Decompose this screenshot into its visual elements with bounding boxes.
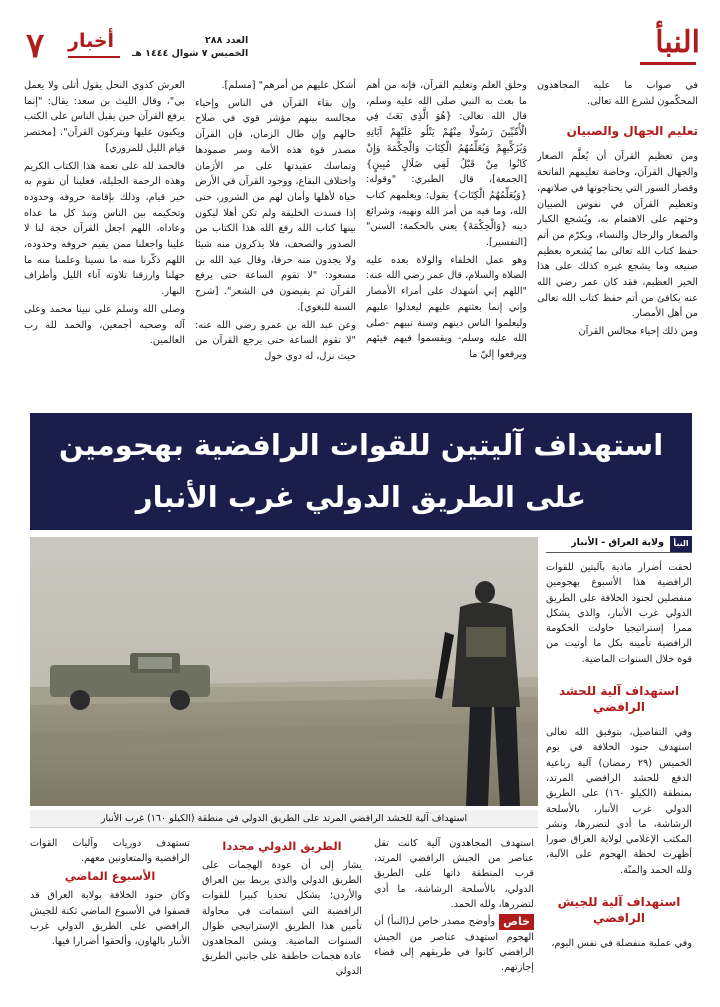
photo-illustration [30, 537, 538, 806]
paragraph: استهدف المجاهدون آلية كانت تقل عناصر من الجيش الرافضي المرتد، قرب المنطقة ذاتها على الطريق الدولي، بالأسلحة الرشاشة، ما أدى لتضررها، ولله الحمد. [374, 838, 534, 910]
paragraph: العرش كدوي النحل يقول أتلى ولا يعمل بي"، وقال الليث بن سعد: يقال: "إنما يرفع القرآن حين يقبل الناس على الكتب ويكبون عليها ويتركون القرآن". [مختصر قيام الليل للمروزي] [24, 80, 185, 154]
top-article [24, 78, 698, 408]
paragraph: في صواب ما عليه المجاهدون المحكّمون لشرع الله تعالى. [537, 80, 698, 107]
byline [546, 536, 692, 553]
bottom-column-2 [202, 836, 362, 994]
top-column-1 [537, 78, 698, 408]
logo-underline [640, 62, 696, 65]
paragraph: ومن ذلك إحياء مجالس القرآن [578, 326, 698, 338]
section-title: أخبار [68, 30, 115, 52]
headline-banner [30, 413, 692, 530]
article-photo [30, 537, 538, 806]
headline-line-2: على الطريق الدولي غرب الأنبار [135, 480, 587, 514]
paragraph: وعن عبد الله بن عمرو رضي الله عنه: "لا تقوم الساعة حتى يرجع القرآن من حيث نزل، له دوي حول [195, 319, 356, 362]
subheading: الطريق الدولي مجددا [222, 839, 342, 853]
paragraph: تستهدف دوريات وآليات القوات الرافضية والمتعاونين معهم. [30, 838, 190, 865]
news-bottom-columns [30, 836, 534, 994]
paragraph: يشار إلى أن عودة الهجمات على الطريق الدولي والذي يربط بين العراق والأردن؛ يشكل تحديا كبيرا للقوات الرافضية التي استماتت في محاولة تأمين هذا الطريق الإستراتيجي طوال السنوات الماضية. ويشن المجاهدون عادة هجمات خاطفة على جانبي الطريق الدولي [202, 860, 362, 978]
paragraph: أشكل عليهم من أمرهم" [مسلم]. [221, 80, 356, 91]
paragraph: وصلى الله وسلم على نبينا محمد وعلى آله وصحبه أجمعين، والحمد لله رب العالمين. [24, 303, 185, 347]
issue-info [132, 34, 248, 60]
paragraph: وفي عملية منفصلة في نفس اليوم، [551, 938, 692, 950]
top-column-3 [195, 78, 356, 408]
paragraph: وإن بقاء القرآن في الناس وإحياء مجالسه بينهم مؤشر قوي في صلاح حالهم وإن طال الزمان، فإن القرآن مصدر قوة هذه الأمة وسر صمودها وتماسك عقيدتها على مر الأزمان واختلاف البقاع، ووجود القرآن في الأرض حياة لأهلها وأمان لهم من الشرور، حتى إذا فسدت الخليقة ولم تكن أهلا ليكون بينها كتاب الله رفع الله هذا الكتاب من الصدور والصحف، فلا يذكرون منه شيئا ولا يجدون منه حرفا، وقال عبد الله بن مسعود: "لا تقوم الساعة حتى يرفع القرآن ثم يفيضون في الشعر". [شرح السنة للبغوي]. [195, 97, 356, 313]
paragraph-text: وأوضح مصدر خاص لـ(النبأ) أن الهجوم استهدف عناصر من الجيش الرافضي كانوا في طريقهم إلى قضاء إجازتهم. [374, 916, 534, 974]
publication-logo: النبأ [655, 25, 700, 60]
paragraph [374, 914, 534, 976]
bottom-column-3 [30, 836, 190, 994]
top-column-2 [366, 78, 527, 408]
subheading: استهداف آلية للحشد الرافضي [558, 684, 680, 715]
section-underline [68, 56, 120, 58]
issue-date: الخميس ٧ شوال ١٤٤٤ هـ [132, 48, 249, 59]
bottom-column-1 [374, 836, 534, 994]
byline-text: ولاية العراق - الأنبار [571, 537, 664, 548]
paragraph: وفي التفاصيل، بتوفيق الله تعالى استهدف جنود الخلافة في يوم الخميس (٢٩ رمضان) آلية رباعية الدفع للحشد الرافضي المرتد، بمنطقة (الكيلو ١٦٠) على الطريق الدولي غرب الأنبار، بالأسلحة الرشاشة، ما أدى لتضررها، ونشر المكتب الإعلامي لولاية العراق صورا أظهرت لحظة الهجوم على الآلية، ولله الحمد والمنّة. [546, 727, 692, 876]
headline-line-1: استهداف آليتين للقوات الرافضية بهجومين [58, 428, 664, 462]
page-number: ٧ [26, 26, 45, 66]
page-header [20, 26, 700, 66]
paragraph: وكان جنود الخلافة بولاية العراق قد قصفوا في الأسبوع الماضي ثكنة للجيش الرافضي على الطريق الدولي غرب الأنبار بالهاون، وألحقوا أضرارا فيها. [30, 890, 190, 948]
issue-number: العدد ٢٨٨ [204, 35, 249, 46]
paragraph: وحلق العلم وتعليم القرآن، فإنه من أهم ما بعث به النبي صلى الله عليه وسلم، قال الله تعالى: {هُوَ الَّذِي بَعَثَ فِي الْأُمِّيِّينَ رَسُولًا مِنْهُمْ يَتْلُو عَلَيْهِمْ آيَاتِهِ وَيُزَكِّيهِمْ وَيُعَلِّمُهُمُ الْكِتَابَ وَالْحِكْمَةَ وَإِنْ كَانُوا مِنْ قَبْلُ لَفِي ضَلَالٍ مُبِينٍ} [الجمعة]، قال الطبري: "وقوله:{وَيُعَلِّمُهُمُ الْكِتَابَ} يقول: ويعلمهم كتاب الله، وما فيه من أمر الله ونهيه، وشرائع دينه {وَالْحِكْمَةَ} يعني بالحكمة: السنن" [التفسير]. [366, 80, 527, 249]
top-column-4 [24, 78, 185, 408]
paragraph: فالحمد لله على نعمة هذا الكتاب الكريم وهذه الرحمة الجليلة، فعلينا أن نقوم به خير قيام، وذلك بإقامة حروفه وحدوده وتحكيمه بين الناس ونبذ كل ما عداه وعاداه، اللهم اجعل القرآن حجة لنا لا علينا واجعلنا ممن يقيم حروفه وحدوده، اللهم ذكّرنا منه ما نسينا وعلمنا منه ما جهلنا وارزقنا تلاوته آناء الليل وأطراف النهار. [24, 160, 185, 298]
paragraph: وهو عمل الخلفاء والولاة بعده عليه الصلاة والسلام، قال عمر رضي الله عنه: "اللهم إني أشهدك على أمراء الأمصار وإني إنما بعثتهم عليهم ليعدلوا عليهم وليعلموا الناس دينهم وسنة نبيهم -صلى الله عليه وسلم- ويقسموا فيهم فيئهم ويرفعوا إليّ ما [366, 254, 527, 360]
exclusive-tag: خاص [499, 914, 534, 930]
subheading: استهداف آلية للجيش الرافضي [557, 895, 681, 926]
subheading: تعليم الجهال والصبيان [566, 124, 698, 139]
paragraph: لحقت أضرار مادية بآليتين للقوات الرافضية هذا الأسبوع بهجومين منفصلين لجنود الخلافة على الطريق الدولي غرب الأنبار، والذي يشكل ممرا إستراتيجيا حاولت الحكومة الرافضية تأمينه بكل ما أوتيت من قوة خلال السنوات الماضية. [546, 562, 692, 665]
paragraph: ومن تعظيم القرآن أن يُعلَّم الصغار والجهال القرآن، وخاصة تعليمهم الفاتحة وقصار السور التي يحتاجونها في صلاتهم، وتعظيم القرآن في نفوس الصبيان وحثهم على الاهتمام به، ويُشجع الكبار والصغار والرجال والنساء، ويكرّم من أتم حفظ كتاب الله تعالى بما يُشعره بعظيم صنيعه وما يشجع غيره كذلك على هذا الخير العظيم، فقد كان عمر رضي الله عنه يكافئ من أتم حفظ كتاب الله تعالى من أهل الأمصار. [537, 151, 698, 320]
subheading: الأسبوع الماضي [64, 869, 156, 884]
news-right-column [546, 560, 692, 990]
byline-logo: النبأ [670, 536, 692, 552]
photo-caption: استهداف آلية للحشد الرافضي المرتد على الطريق الدولي في منطقة (الكيلو ١٦٠) غرب الأنبار [30, 810, 538, 828]
